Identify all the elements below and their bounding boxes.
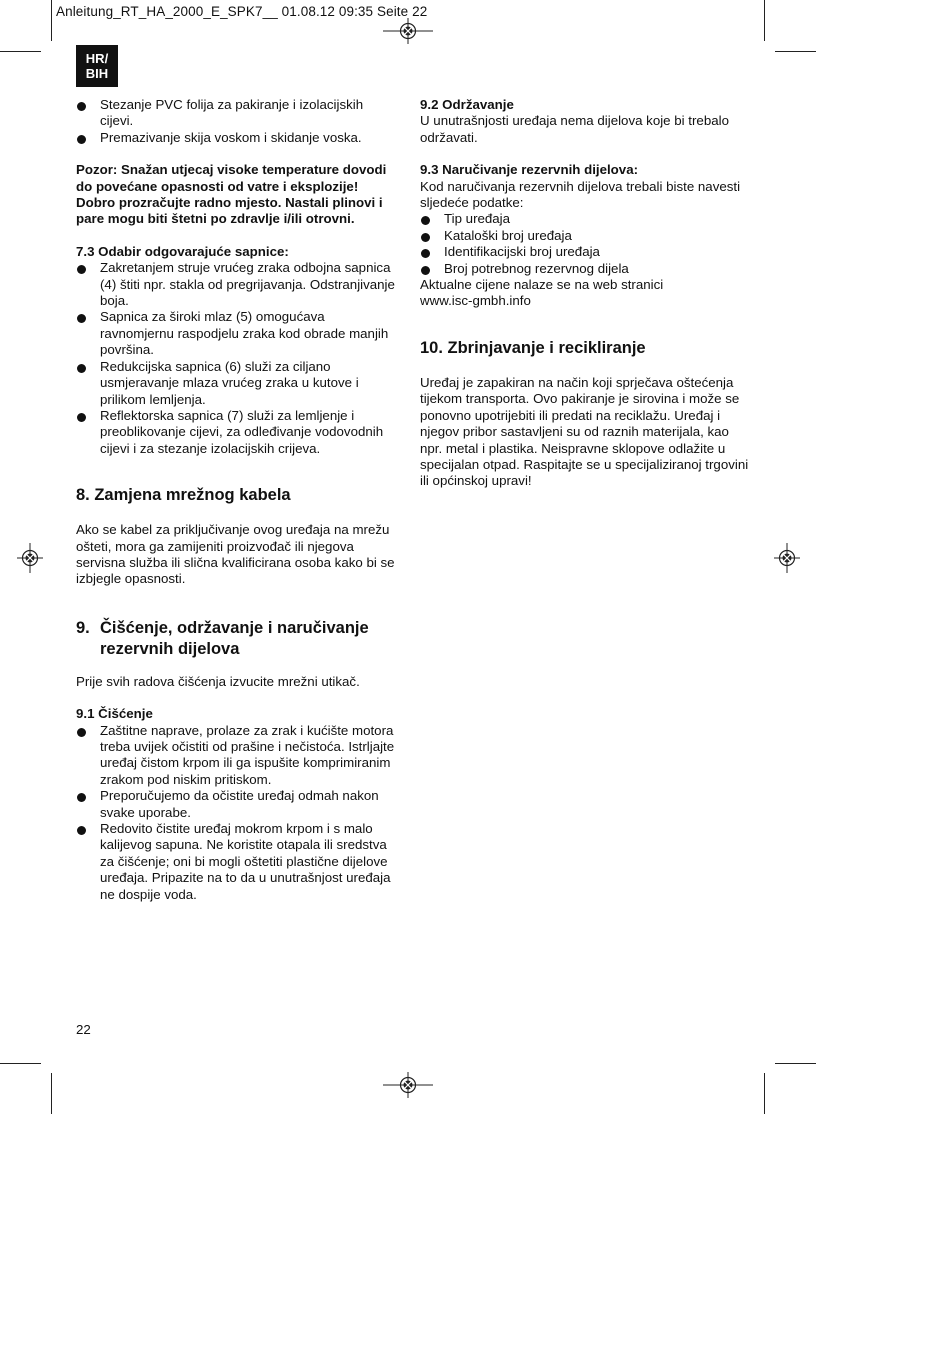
section-9-intro: Prije svih radova čišćenja izvucite mrežni utikač. xyxy=(76,673,360,689)
language-badge-line: BIH xyxy=(85,66,109,81)
parts-list xyxy=(420,211,750,277)
right-column xyxy=(420,97,750,490)
crop-mark-top-right-vertical xyxy=(764,0,765,41)
cleaning-heading: 9.1 Čišćenje xyxy=(76,706,153,722)
list-item: Kataloški broj uređaja xyxy=(420,228,750,244)
list-item: Zaštitne naprave, prolaze za zrak i kućište motora treba uvijek očistiti od prašine i nečistoća. Istrljajte uređaj čistom krpom ili ga ispušite komprimiranim zrakom pod niskim pritiskom. xyxy=(76,723,398,789)
list-item: Tip uređaja xyxy=(420,211,750,227)
list-item: Redovito čistite uređaj mokrom krpom i s malo kalijevog sapuna. Ne koristite otapala ili sredstva za čišćenje; oni bi mogli oštetiti plastične dijelove uređaja. Pripazite na to da u unutrašnjost uređaja ne dospije voda. xyxy=(76,821,398,903)
section-10-text: Uređaj je zapakiran na način koji sprječava oštećenja tijekom transporta. Ovo pakiranje je sirovina i može se ponovno upotrijebiti ili predati na reciklažu. Uređaj i njegov pribor sastavljeni su od raznih materijala, kao npr. metal i plastika. Neispravne sklopove odlažite u specijalan otpad. Raspitajte se u specijaliziranoj trgovini ili općinskoj upravi! xyxy=(420,374,749,489)
crop-mark-bottom-right-horizontal xyxy=(775,1063,816,1064)
list-item: Preporučujemo da očistite uređaj odmah nakon svake uporabe. xyxy=(76,788,398,821)
parts-intro: Kod naručivanja rezervnih dijelova trebali biste navesti sljedeće podatke: xyxy=(420,178,741,211)
maintenance-heading: 9.2 Održavanje xyxy=(420,97,514,112)
section-8-title: 8. Zamjena mrežnog kabela xyxy=(76,486,291,505)
list-item: Sapnica za široki mlaz (5) omogućava ravnomjernu raspodjelu zraka kod obrade manjih površina. xyxy=(76,309,398,358)
list-item: Reflektorska sapnica (7) služi za lemljenje i preoblikovanje cijevi, za odleđivanje vodovodnih cijevi i za stezanje izolacijskih crijeva. xyxy=(76,408,398,457)
registration-mark-icon xyxy=(17,543,43,573)
website-link[interactable]: www.isc-gmbh.info xyxy=(420,293,531,309)
section-10-title: 10. Zbrinjavanje i recikliranje xyxy=(420,338,646,357)
nozzle-heading: 7.3 Odabir odgovarajuće sapnice: xyxy=(76,243,289,259)
section-9-number: 9. xyxy=(76,618,90,637)
crop-mark-top-left-vertical xyxy=(51,0,52,41)
print-slug: Anleitung_RT_HA_2000_E_SPK7__ 01.08.12 09:35 Seite 22 xyxy=(56,4,428,19)
list-item: Identifikacijski broj uređaja xyxy=(420,244,750,260)
registration-mark-icon xyxy=(383,18,433,44)
list-item: Premazivanje skija voskom i skidanje voska. xyxy=(76,130,398,146)
prices-text: Aktualne cijene nalaze se na web stranici xyxy=(420,277,664,293)
language-badge-line: HR/ xyxy=(85,51,109,66)
fire-warning: Pozor: Snažan utjecaj visoke temperature dovodi do povećane opasnosti od vatre i eksplozije! Dobro prozračujte radno mjesto. Nastali plinovi i pare mogu biti štetni po zdravlje i/ili otrovni. xyxy=(76,162,387,227)
crop-mark-top-right-horizontal xyxy=(775,51,816,52)
page-number: 22 xyxy=(76,1022,91,1037)
crop-mark-bottom-right-vertical xyxy=(764,1073,765,1114)
cleaning-list xyxy=(76,723,398,903)
list-item: Zakretanjem struje vrućeg zraka odbojna sapnica (4) štiti npr. stakla od pregrijavanja. Odstranjivanje boja. xyxy=(76,260,398,309)
parts-heading: 9.3 Naručivanje rezervnih dijelova: xyxy=(420,162,639,178)
list-item: Stezanje PVC folija za pakiranje i izolacijskih cijevi. xyxy=(76,97,398,130)
crop-mark-bottom-left-vertical xyxy=(51,1073,52,1114)
left-column xyxy=(76,97,398,903)
list-item: Broj potrebnog rezervnog dijela xyxy=(420,261,750,277)
language-badge xyxy=(76,45,118,87)
section-8-text: Ako se kabel za priključivanje ovog uređaja na mrežu ošteti, mora ga zamijeniti proizvođač ili njegova servisna služba ili slična kvalificirana osoba kako bi se izbjegle opasnosti. xyxy=(76,522,395,587)
registration-mark-icon xyxy=(383,1072,433,1098)
list-item: Redukcijska sapnica (6) služi za ciljano usmjeravanje mlaza vrućeg zraka u kutove i prilikom lemljenja. xyxy=(76,359,398,408)
maintenance-text: U unutrašnjosti uređaja nema dijelova koje bi trebalo održavati. xyxy=(420,113,729,145)
section-9-title-text: Čišćenje, održavanje i naručivanje rezervnih dijelova xyxy=(100,618,369,658)
crop-mark-top-left-horizontal xyxy=(0,51,41,52)
section-9-title xyxy=(76,618,398,660)
application-list xyxy=(76,97,398,146)
crop-mark-bottom-left-horizontal xyxy=(0,1063,41,1064)
nozzle-list xyxy=(76,260,398,457)
registration-mark-icon xyxy=(774,543,800,573)
